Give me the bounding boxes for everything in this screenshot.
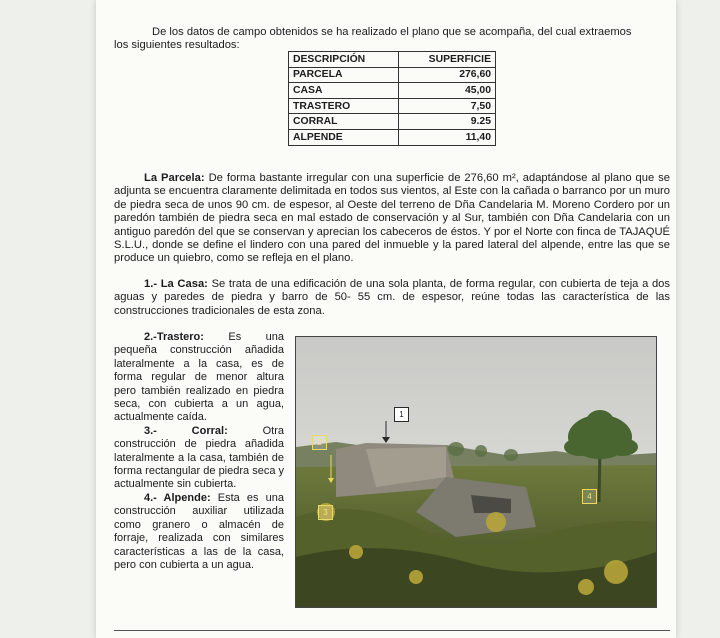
footer-rule (114, 630, 670, 631)
landscape-illustration (296, 337, 656, 607)
header-surface: SUPERFICIE (399, 52, 496, 68)
left-column-text (114, 331, 284, 572)
row-value: 276,60 (399, 67, 496, 83)
marker-4: 4 (582, 489, 597, 504)
parcela-text: De forma bastante irregular con una superficie de 276,60 m², adaptándose al plano que se adjunta se encuentra claramente delimitada en todos sus vientos, al Este con la cañada o barranco por un muro de piedra seca de unos 90 cm. de espesor, al Oeste del terreno de Dña Candelaria M. Moreno Cordero por un paredón también de piedra seca en mal estado de conservación y al Sur, también con Dña Candelaria con un antiguo paredón del que se conservan y aprecian los cabeceros de éstos. Y por el Norte con finca de TAJAQUÉ S.L.U., donde se define el lindero con una pared del inmueble y la pared lateral del alpende, entre las que se produce un quiebro, como se refleja en el plano. (114, 172, 671, 265)
row-value: 45,00 (399, 83, 496, 99)
row-name: ALPENDE (289, 129, 399, 145)
corral-paragraph (114, 425, 284, 492)
alpende-heading: 4.- Alpende: (144, 491, 211, 504)
parcela-heading: La Parcela: (144, 172, 205, 184)
row-name: CASA (289, 83, 399, 99)
marker-3: 3 (318, 505, 333, 520)
alpende-text: Esta es una construcción auxiliar utilizada como granero o almacén de forraje, realizada con similares características a las de la casa, pero con cubierta a un agua. (114, 491, 284, 571)
document-page (96, 0, 676, 638)
row-value: 9.25 (399, 114, 496, 130)
row-name: CORRAL (289, 114, 399, 130)
marker-1: 1 (394, 407, 409, 422)
trastero-heading: 2.-Trastero: (144, 331, 204, 343)
table-row (289, 114, 496, 130)
corral-text: Otra construcción de piedra añadida lateralmente a la casa, también de forma rectangular de piedra seca y actualmente sin cubierta. (114, 424, 284, 491)
row-name: TRASTERO (289, 98, 399, 114)
header-description: DESCRIPCIÓN (289, 52, 399, 68)
parcela-paragraph (114, 172, 670, 266)
table-header-row (289, 52, 496, 68)
surface-table (288, 51, 496, 146)
marker-2: 2 (312, 435, 327, 450)
intro-line-2: los siguientes resultados: (114, 39, 240, 52)
table-row (289, 67, 496, 83)
alpende-paragraph (114, 492, 284, 572)
casa-paragraph (114, 278, 670, 318)
trastero-paragraph (114, 331, 284, 425)
corral-heading: 3.- Corral: (144, 424, 228, 437)
table-row (289, 83, 496, 99)
table-row (289, 98, 496, 114)
row-name: PARCELA (289, 67, 399, 83)
row-value: 7,50 (399, 98, 496, 114)
casa-text: Se trata de una edificación de una sola planta, de forma regular, con cubierta de teja a dos aguas y paredes de piedra y barro de 50- 55 cm. de espesor, reúne todas las característica de las construcciones tradicionales de esta zona. (114, 278, 670, 317)
site-photo (295, 336, 657, 608)
table-row (289, 129, 496, 145)
row-value: 11,40 (399, 129, 496, 145)
trastero-text: Es una pequeña construcción añadida lateralmente a la casa, es de forma regular de menor altura pero también realizado en piedra seca, con cubierta a un agua, actualmente caída. (114, 331, 284, 424)
casa-heading: 1.- La Casa: (144, 278, 208, 290)
intro-line-1: De los datos de campo obtenidos se ha realizado el plano que se acompaña, del cual extraemos (152, 26, 632, 38)
intro-paragraph (114, 26, 664, 53)
